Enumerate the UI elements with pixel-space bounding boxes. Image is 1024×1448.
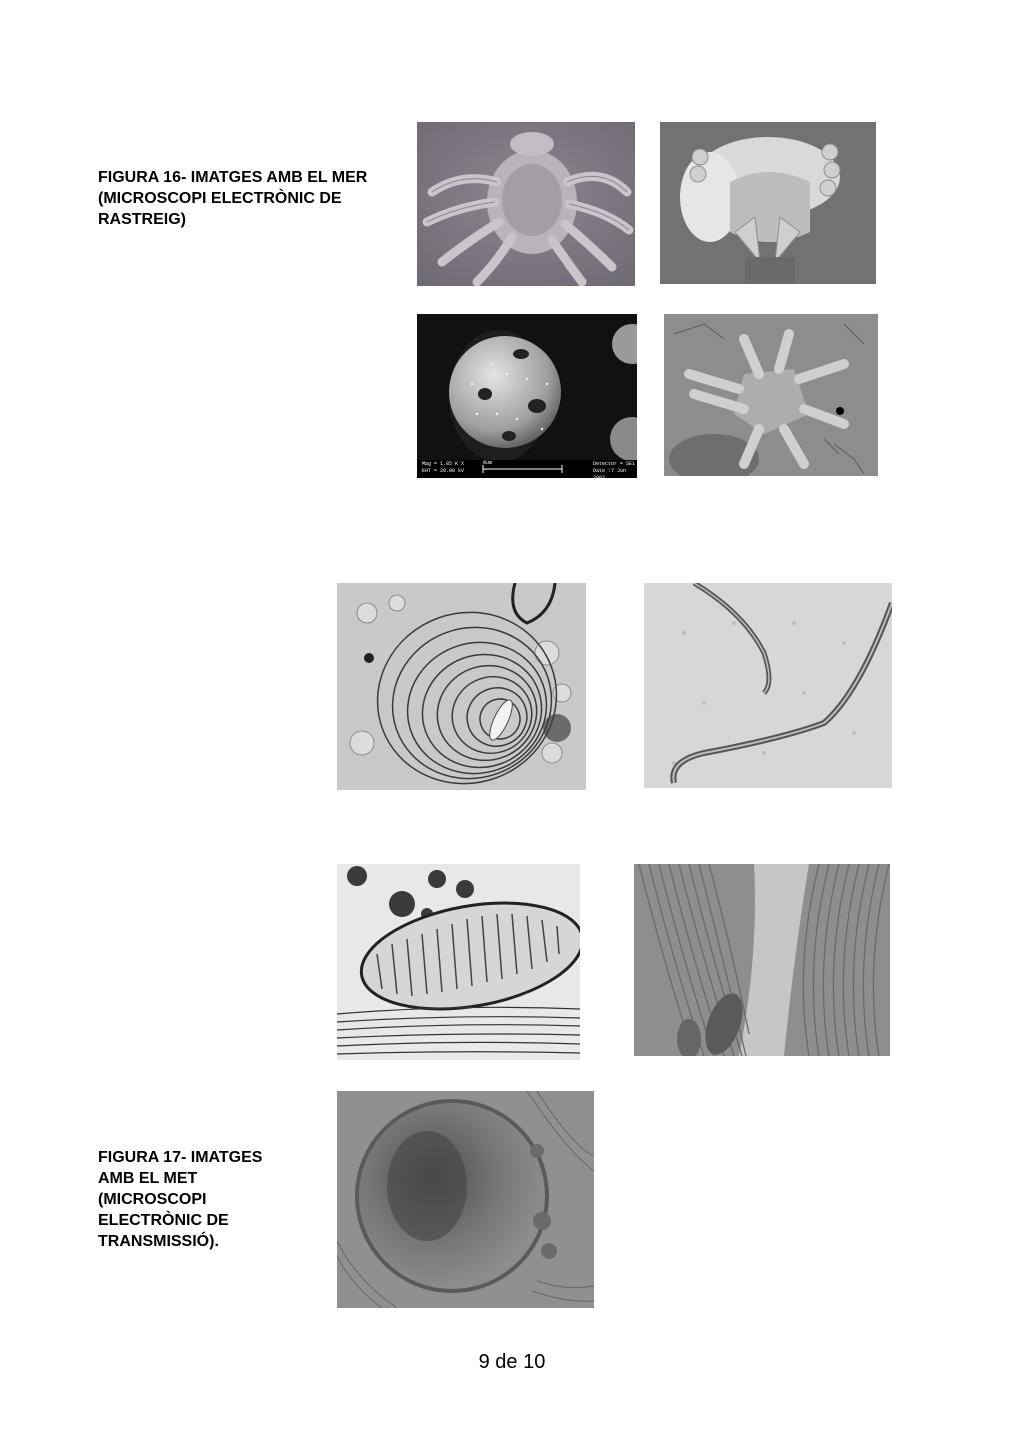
sem-mite-photo [417, 122, 635, 286]
page-number: 9 de 10 [478, 1351, 546, 1373]
pollen-date-label: Date :7 Jun 2003 [593, 468, 627, 478]
pollen-detector-label: Detector = SE1 [593, 461, 636, 467]
pollen-eht-label: EHT = 20.00 kV [422, 468, 465, 474]
tem-mitochondrion-photo [337, 864, 580, 1060]
sem-insect-head-photo [660, 122, 876, 284]
figure16-caption: FIGURA 16- IMATGES AMB EL MER (MICROSCOPI ELECTRÒNIC DE RASTREIG) [98, 169, 368, 228]
pollen-mag-label: Mag = 1.85 K X [422, 461, 465, 467]
tem-nucleus-photo [337, 1091, 594, 1308]
tem-lamellae-photo [634, 864, 890, 1056]
tem-er-whorl-photo [337, 583, 586, 790]
sem-pollen-photo [417, 314, 637, 478]
tem-membrane-photo [644, 583, 892, 788]
sem-mite-dorsal-photo [664, 314, 878, 476]
pollen-scale-label: 8um [483, 460, 493, 466]
figure17-caption: FIGURA 17- IMATGES AMB EL MET (MICROSCOPI ELECTRÒNIC DE TRANSMISSIÓ). [98, 1149, 263, 1250]
